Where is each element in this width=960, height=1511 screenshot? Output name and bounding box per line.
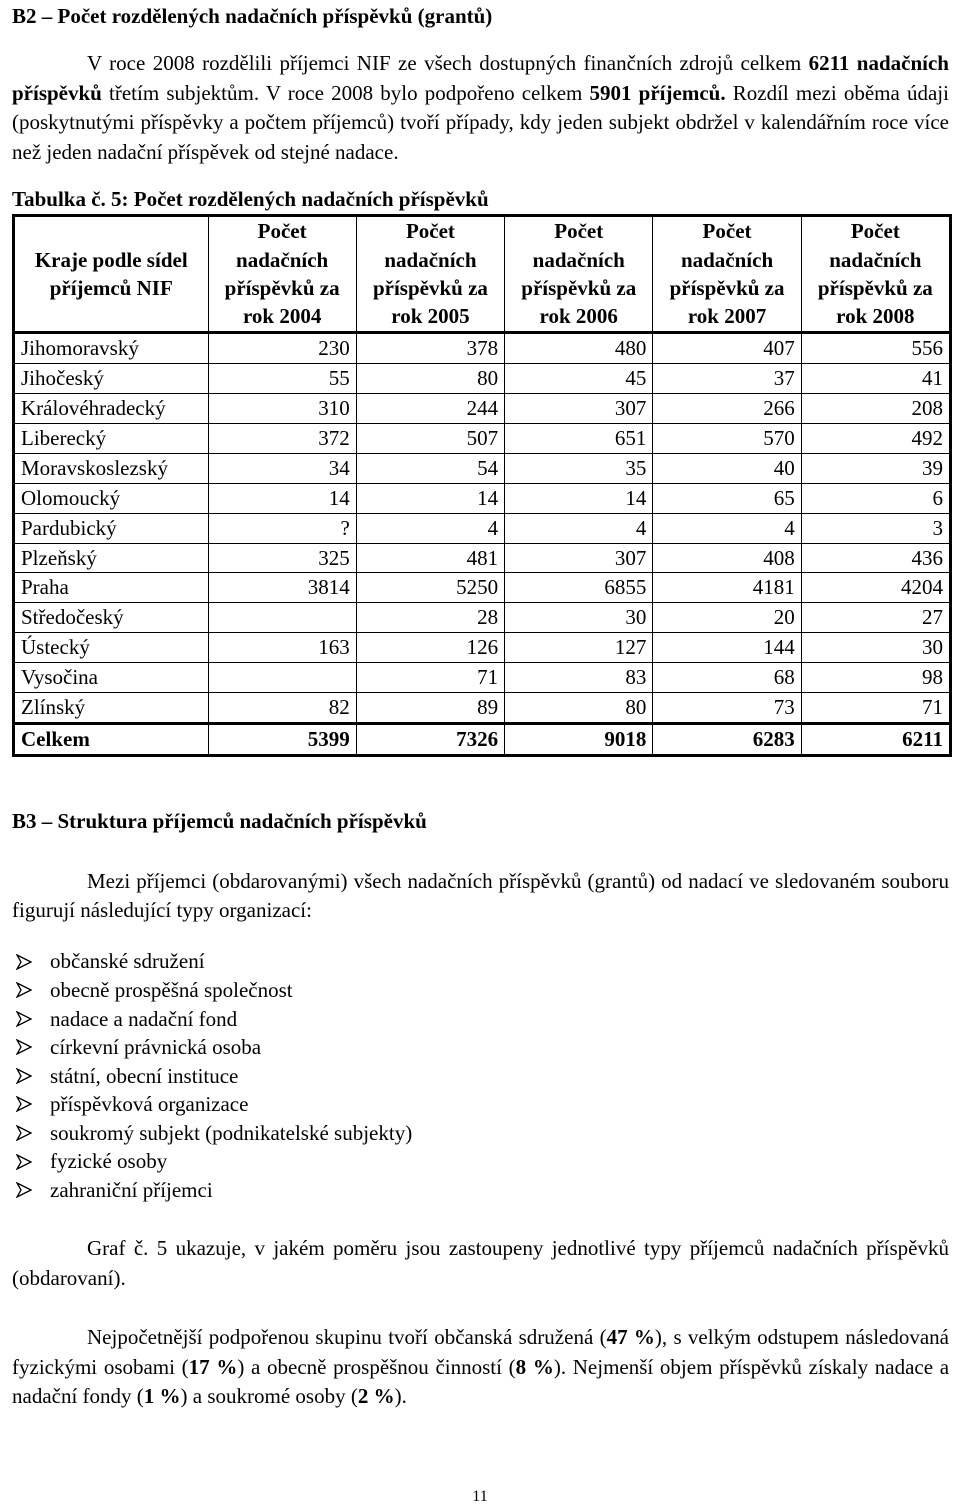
cell-region: Moravskoslezský — [14, 453, 209, 483]
cell-region: Jihočeský — [14, 363, 209, 393]
cell-value: 4 — [356, 513, 504, 543]
cell-value: 3 — [801, 513, 950, 543]
cell-region: Celkem — [14, 724, 209, 756]
table-header-row — [14, 216, 951, 332]
cell-value: 7326 — [356, 724, 504, 756]
cell-value: 89 — [356, 693, 504, 724]
cell-value: 5399 — [208, 724, 356, 756]
bold-run: 17 % — [188, 1354, 238, 1379]
arrowhead-bullet-icon — [12, 1123, 50, 1143]
cell-region: Středočeský — [14, 603, 209, 633]
cell-value: 54 — [356, 453, 504, 483]
list-item-label: církevní právnická osoba — [50, 1035, 262, 1060]
cell-value: 378 — [356, 332, 504, 363]
cell-value: 28 — [356, 603, 504, 633]
list-item — [12, 1176, 949, 1205]
table-row — [14, 543, 951, 573]
cell-value: 480 — [505, 332, 653, 363]
table-row — [14, 573, 951, 603]
paragraph-recipient-types-intro: Mezi příjemci (obdarovanými) všech nadačních příspěvků (grantů) od nadací ve sledovaném souboru figurují následující typy organizací: — [12, 868, 949, 923]
header-year-2005: Počet nadačních příspěvků za rok 2005 — [356, 216, 504, 332]
cell-value: 266 — [653, 393, 801, 423]
cell-region: Zlínský — [14, 693, 209, 724]
list-item — [12, 1090, 949, 1119]
table-row — [14, 483, 951, 513]
cell-value: 98 — [801, 663, 950, 693]
cell-value: 307 — [505, 543, 653, 573]
arrowhead-bullet-icon — [12, 1066, 50, 1086]
bold-run: 5901 příjemců. — [589, 80, 726, 105]
cell-value: 244 — [356, 393, 504, 423]
cell-region: Praha — [14, 573, 209, 603]
cell-value: 492 — [801, 423, 950, 453]
cell-region: Olomoucký — [14, 483, 209, 513]
list-item — [12, 1062, 949, 1091]
cell-value: 80 — [356, 363, 504, 393]
recipient-types-list — [12, 947, 949, 1204]
arrowhead-bullet-icon — [12, 1180, 50, 1200]
table-total-row — [14, 724, 951, 756]
header-year-2008: Počet nadačních příspěvků za rok 2008 — [801, 216, 950, 332]
cell-value: 556 — [801, 332, 950, 363]
table-row — [14, 513, 951, 543]
list-item — [12, 1119, 949, 1148]
cell-value: 3814 — [208, 573, 356, 603]
bold-run: 1 % — [143, 1383, 181, 1408]
cell-value: 4 — [653, 513, 801, 543]
cell-region: Vysočina — [14, 663, 209, 693]
section-heading-b3: B3 – Struktura příjemců nadačních příspěvků — [12, 809, 427, 834]
cell-value: 9018 — [505, 724, 653, 756]
cell-value: 4181 — [653, 573, 801, 603]
text-run: ). Nejmenší objem příspěvků získaly nadace a nadační fondy ( — [12, 1354, 950, 1408]
cell-value: 27 — [801, 603, 950, 633]
list-item-label: obecně prospěšná společnost — [50, 978, 293, 1002]
paragraph-percentages — [12, 1323, 949, 1411]
cell-value: 163 — [208, 633, 356, 663]
list-item — [12, 1005, 949, 1034]
cell-value: 30 — [801, 633, 950, 663]
cell-value: 83 — [505, 663, 653, 693]
table-row — [14, 633, 951, 663]
cell-value: 6855 — [505, 573, 653, 603]
cell-value: 126 — [356, 633, 504, 663]
cell-value: 208 — [801, 393, 950, 423]
arrowhead-bullet-icon — [12, 952, 50, 972]
bold-run: 2 % — [357, 1383, 395, 1408]
list-item — [12, 976, 949, 1005]
list-item — [12, 1033, 949, 1062]
cell-value: 481 — [356, 543, 504, 573]
arrowhead-bullet-icon — [12, 980, 50, 1000]
cell-value: 68 — [653, 663, 801, 693]
cell-region: Ústecký — [14, 633, 209, 663]
cell-value: 41 — [801, 363, 950, 393]
table-row — [14, 363, 951, 393]
arrowhead-bullet-icon — [12, 1094, 50, 1114]
header-year-2006: Počet nadačních příspěvků za rok 2006 — [505, 216, 653, 332]
table-row — [14, 332, 951, 363]
list-item-label: občanské sdružení — [50, 949, 205, 974]
cell-value: 436 — [801, 543, 950, 573]
bold-run: 8 % — [515, 1354, 554, 1379]
cell-value: 310 — [208, 393, 356, 423]
cell-value: 45 — [505, 363, 653, 393]
cell-value: 80 — [505, 693, 653, 724]
table-row — [14, 693, 951, 724]
cell-value — [208, 603, 356, 633]
cell-value: 6211 — [801, 724, 950, 756]
list-item-label: státní, obecní instituce — [50, 1063, 239, 1088]
cell-value: 5250 — [356, 573, 504, 603]
paragraph-chart-reference: Graf č. 5 ukazuje, v jakém poměru jsou zastoupeny jednotlivé typy příjemců nadačních příspěvků (obdarovaní). — [12, 1236, 949, 1290]
bold-run: 47 % — [606, 1325, 655, 1350]
cell-value: 4204 — [801, 573, 950, 603]
cell-region: Plzeňský — [14, 543, 209, 573]
text-run: ), s velkým odstupem následovaná fyzickými osobami ( — [12, 1325, 949, 1379]
text-run: Nejpočetnější podpořenou skupinu tvoří občanská sdružená ( — [87, 1325, 607, 1350]
cell-value: 20 — [653, 603, 801, 633]
cell-region: Jihomoravský — [14, 332, 209, 363]
list-item-label: příspěvková organizace — [50, 1092, 249, 1117]
cell-value: 372 — [208, 423, 356, 453]
cell-value: 14 — [208, 483, 356, 513]
cell-value: 40 — [653, 453, 801, 483]
cell-value: 14 — [505, 483, 653, 513]
cell-value: 71 — [801, 693, 950, 724]
text-run: třetím subjektům. V roce 2008 bylo podpořeno celkem — [101, 80, 590, 105]
table-row — [14, 663, 951, 693]
header-year-2007: Počet nadačních příspěvků za rok 2007 — [653, 216, 801, 332]
list-item-label: nadace a nadační fond — [50, 1006, 238, 1031]
cell-value — [208, 663, 356, 693]
text-run: ) a soukromé osoby ( — [180, 1383, 358, 1408]
list-item — [12, 947, 949, 976]
list-item — [12, 1147, 949, 1176]
text-run: ) a obecně prospěšnou činností ( — [237, 1354, 516, 1379]
cell-value: 65 — [653, 483, 801, 513]
cell-value: 30 — [505, 603, 653, 633]
cell-value: 230 — [208, 332, 356, 363]
table-row — [14, 603, 951, 633]
cell-value: 4 — [505, 513, 653, 543]
cell-value: 6283 — [653, 724, 801, 756]
cell-region: Královéhradecký — [14, 393, 209, 423]
table-row — [14, 453, 951, 483]
cell-value: 35 — [505, 453, 653, 483]
cell-value: 144 — [653, 633, 801, 663]
header-region: Kraje podle sídel příjemců NIF — [14, 216, 209, 332]
list-item-label: zahraniční příjemci — [50, 1177, 213, 1202]
table-row — [14, 423, 951, 453]
cell-value: 55 — [208, 363, 356, 393]
cell-value: 651 — [505, 423, 653, 453]
cell-value: 507 — [356, 423, 504, 453]
document-page — [12, 0, 949, 1411]
paragraph-grants-summary — [12, 49, 949, 167]
cell-value: 73 — [653, 693, 801, 724]
header-year-2004: Počet nadačních příspěvků za rok 2004 — [208, 216, 356, 332]
cell-value: 14 — [356, 483, 504, 513]
table-body — [14, 332, 951, 756]
cell-value: 408 — [653, 543, 801, 573]
cell-value: 34 — [208, 453, 356, 483]
text-run: ). — [394, 1383, 407, 1408]
page-number: 11 — [472, 1488, 488, 1505]
cell-value: 307 — [505, 393, 653, 423]
arrowhead-bullet-icon — [12, 1009, 50, 1029]
cell-region: Pardubický — [14, 513, 209, 543]
cell-value: 6 — [801, 483, 950, 513]
cell-value: 82 — [208, 693, 356, 724]
section-heading-b2: B2 – Počet rozdělených nadačních příspěvků (grantů) — [12, 4, 493, 28]
cell-region: Liberecký — [14, 423, 209, 453]
text-run: Rozdíl mezi oběma údaji (poskytnutými příspěvky a počtem příjemců) tvoří případy, kdy jeden subjekt obdržel v kalendářním roce více než jeden nadační příspěvek od stejné nadace. — [12, 80, 949, 164]
cell-value: 570 — [653, 423, 801, 453]
arrowhead-bullet-icon — [12, 1152, 50, 1172]
list-item-label: soukromý subjekt (podnikatelské subjekty) — [50, 1120, 413, 1145]
cell-value: 325 — [208, 543, 356, 573]
table-caption: Tabulka č. 5: Počet rozdělených nadačních příspěvků — [12, 186, 489, 211]
table-row — [14, 393, 951, 423]
cell-value: 39 — [801, 453, 950, 483]
arrowhead-bullet-icon — [12, 1037, 50, 1057]
grants-by-region-table — [12, 214, 952, 757]
cell-value: ? — [208, 513, 356, 543]
list-item-label: fyzické osoby — [50, 1149, 168, 1174]
cell-value: 37 — [653, 363, 801, 393]
cell-value: 71 — [356, 663, 504, 693]
cell-value: 127 — [505, 633, 653, 663]
cell-value: 407 — [653, 332, 801, 363]
text-run: V roce 2008 rozdělili příjemci NIF ze všech dostupných finančních zdrojů celkem — [87, 51, 809, 76]
bold-run: 6211 nadačních příspěvků — [12, 51, 949, 105]
